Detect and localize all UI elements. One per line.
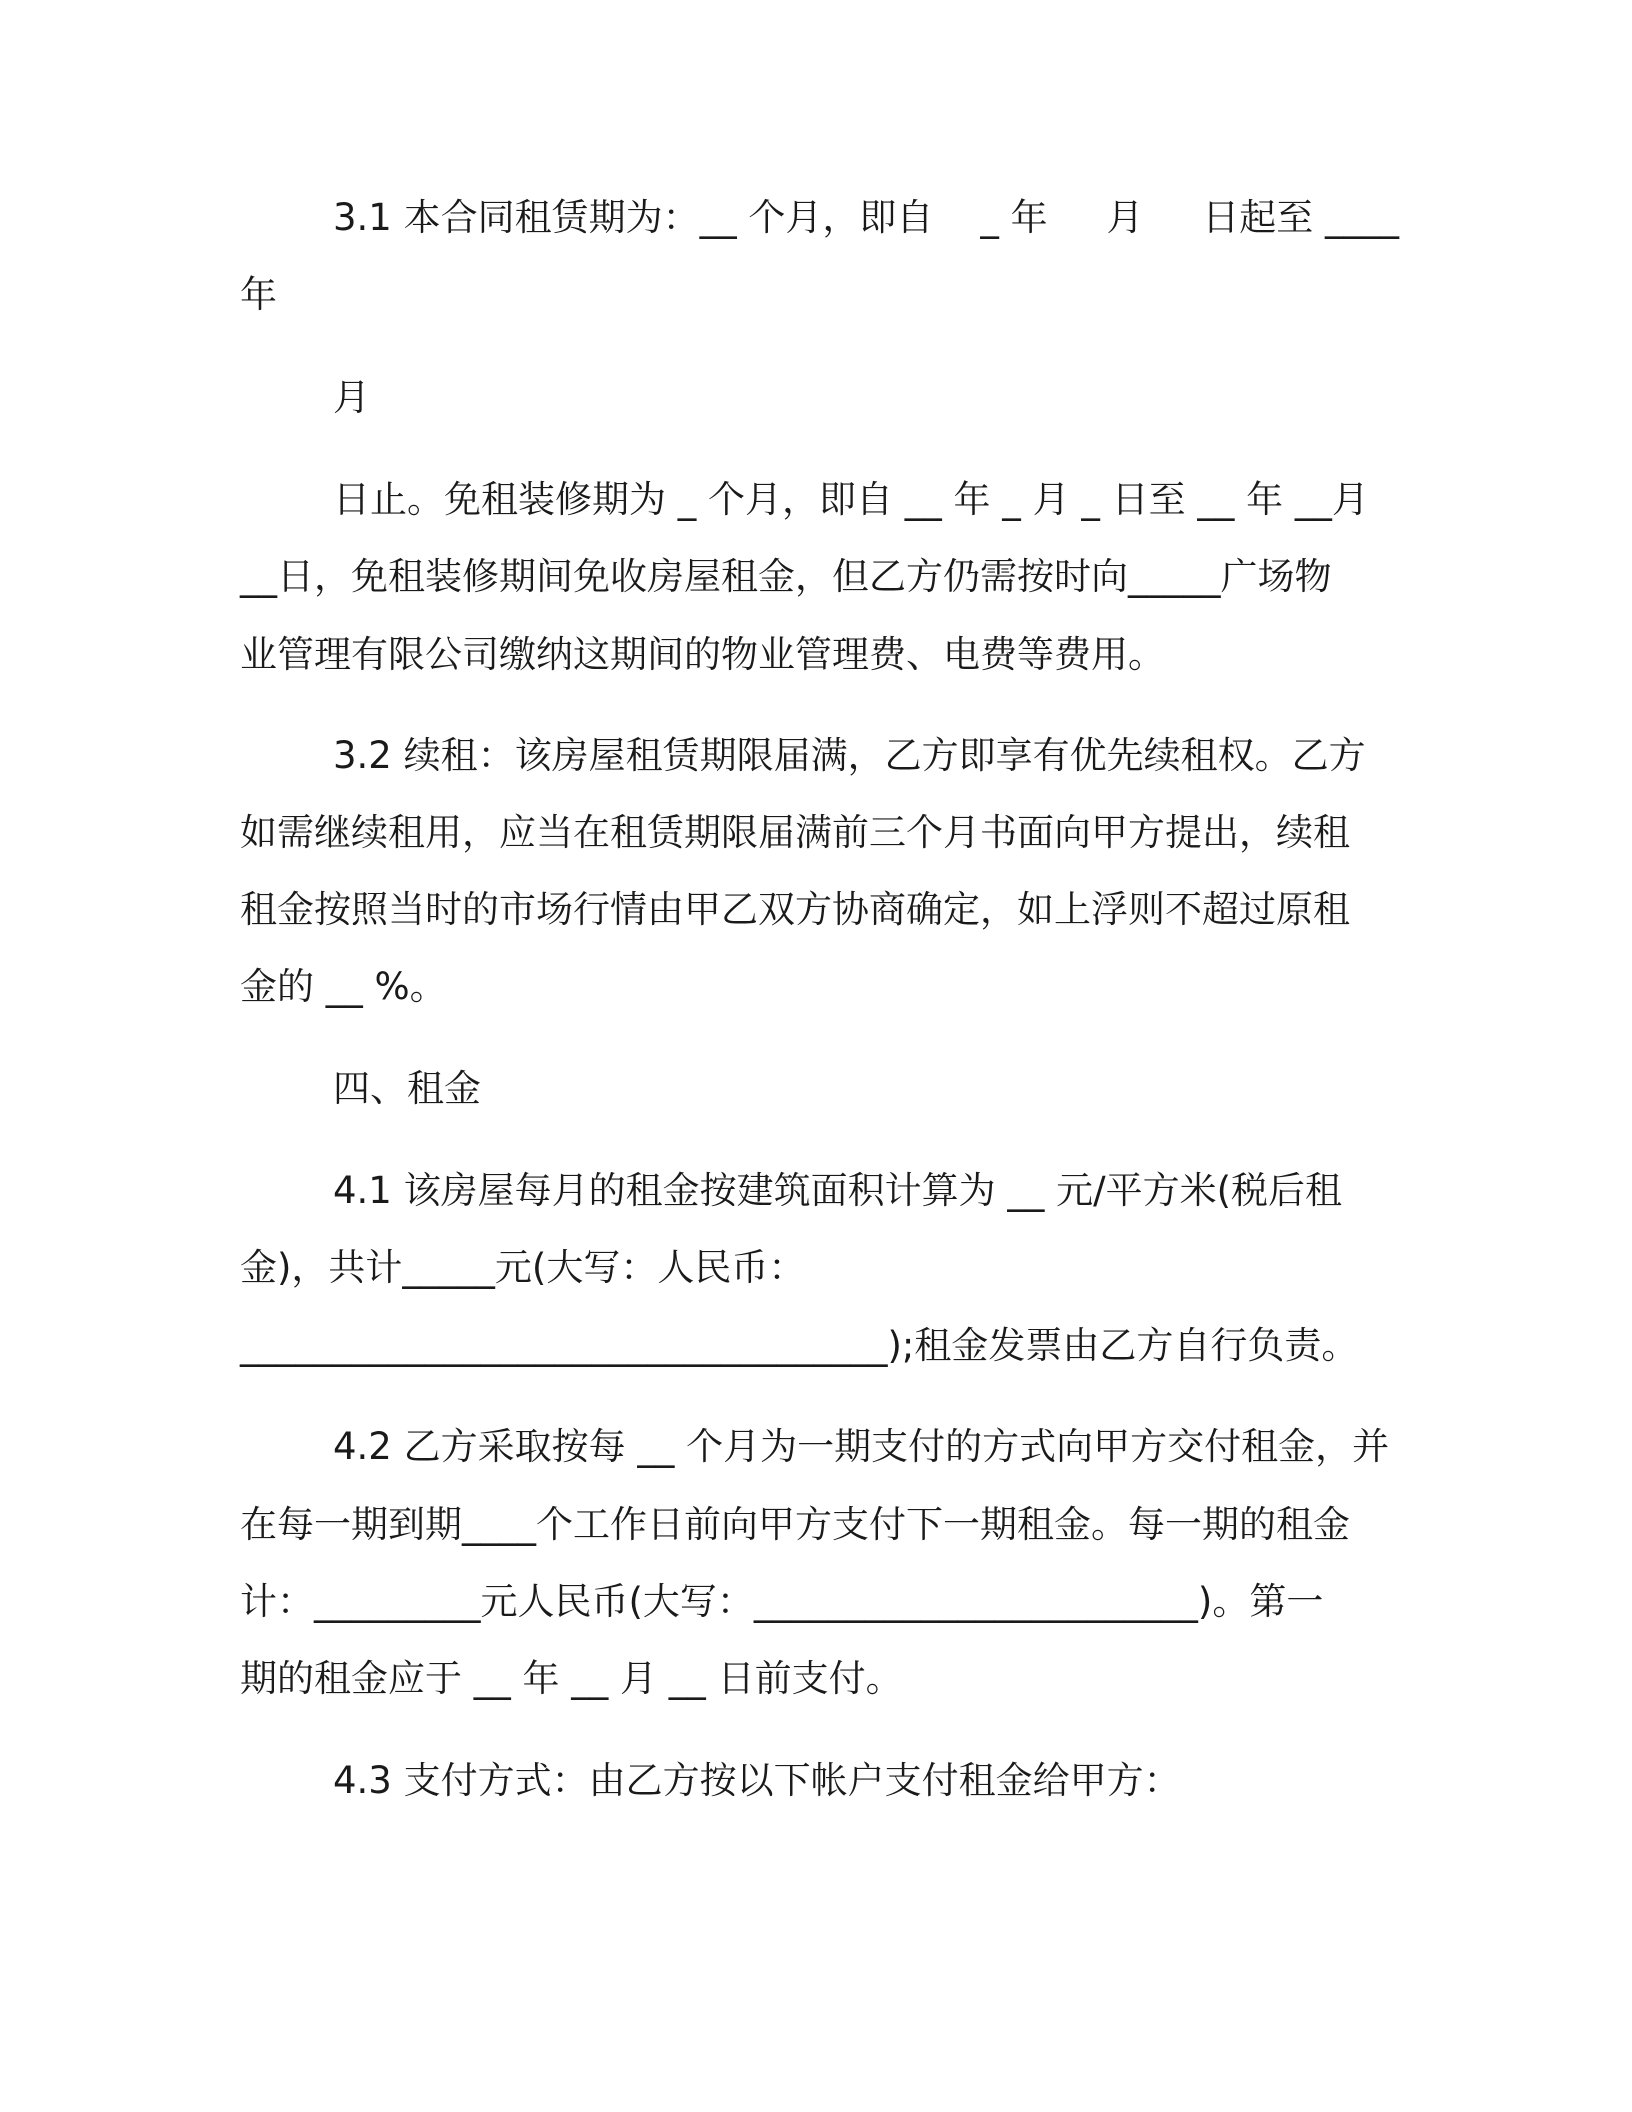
clause-3-1-line-5: __日，免租装修期间免收房屋租金，但乙方仍需按时向_____广场物 [240, 555, 1332, 598]
clause-3-1-line-2: 年 [240, 273, 277, 316]
clause-3-1-line-6: 业管理有限公司缴纳这期间的物业管理费、电费等费用。 [240, 633, 1165, 676]
clause-4-1-line-1: 4.1 该房屋每月的租金按建筑面积计算为 __ 元/平方米(税后租 [333, 1169, 1343, 1212]
clause-3-2-line-4: 金的 __ %。 [240, 965, 447, 1008]
clause-4-2-line-4: 期的租金应于 __ 年 __ 月 __ 日前支付。 [240, 1657, 903, 1700]
clause-3-1-line-3: 月 [333, 376, 370, 419]
clause-3-2-line-3: 租金按照当时的市场行情由甲乙双方协商确定，如上浮则不超过原租 [240, 888, 1350, 931]
section-heading-rent: 四、租金 [333, 1067, 481, 1110]
clause-4-2-line-2: 在每一期到期____个工作日前向甲方支付下一期租金。每一期的租金 [240, 1503, 1350, 1546]
clause-3-2-line-1: 3.2 续租：该房屋租赁期限届满，乙方即享有优先续租权。乙方 [333, 734, 1366, 777]
clause-4-2-line-3: 计：_________元人民币(大写：________________________)。第一 [240, 1580, 1324, 1623]
clause-4-1-line-2: 金)，共计_____元(大写：人民币： [240, 1246, 806, 1289]
clause-4-2-line-1: 4.2 乙方采取按每 __ 个月为一期支付的方式向甲方交付租金，并 [333, 1425, 1390, 1468]
clause-3-1-line-1: 3.1 本合同租赁期为：__ 个月，即自 _ 年 月 日起至 ____ [333, 196, 1400, 239]
clause-4-1-line-3: ___________________________________);租金发票由乙方自行负责。 [240, 1324, 1359, 1367]
clause-3-1-line-4: 日止。免租装修期为 _ 个月，即自 __ 年 _ 月 _ 日至 __ 年 __月 [333, 478, 1369, 521]
clause-3-2-line-2: 如需继续租用，应当在租赁期限届满前三个月书面向甲方提出，续租 [240, 811, 1350, 854]
clause-4-3-line-1: 4.3 支付方式：由乙方按以下帐户支付租金给甲方： [333, 1759, 1181, 1802]
